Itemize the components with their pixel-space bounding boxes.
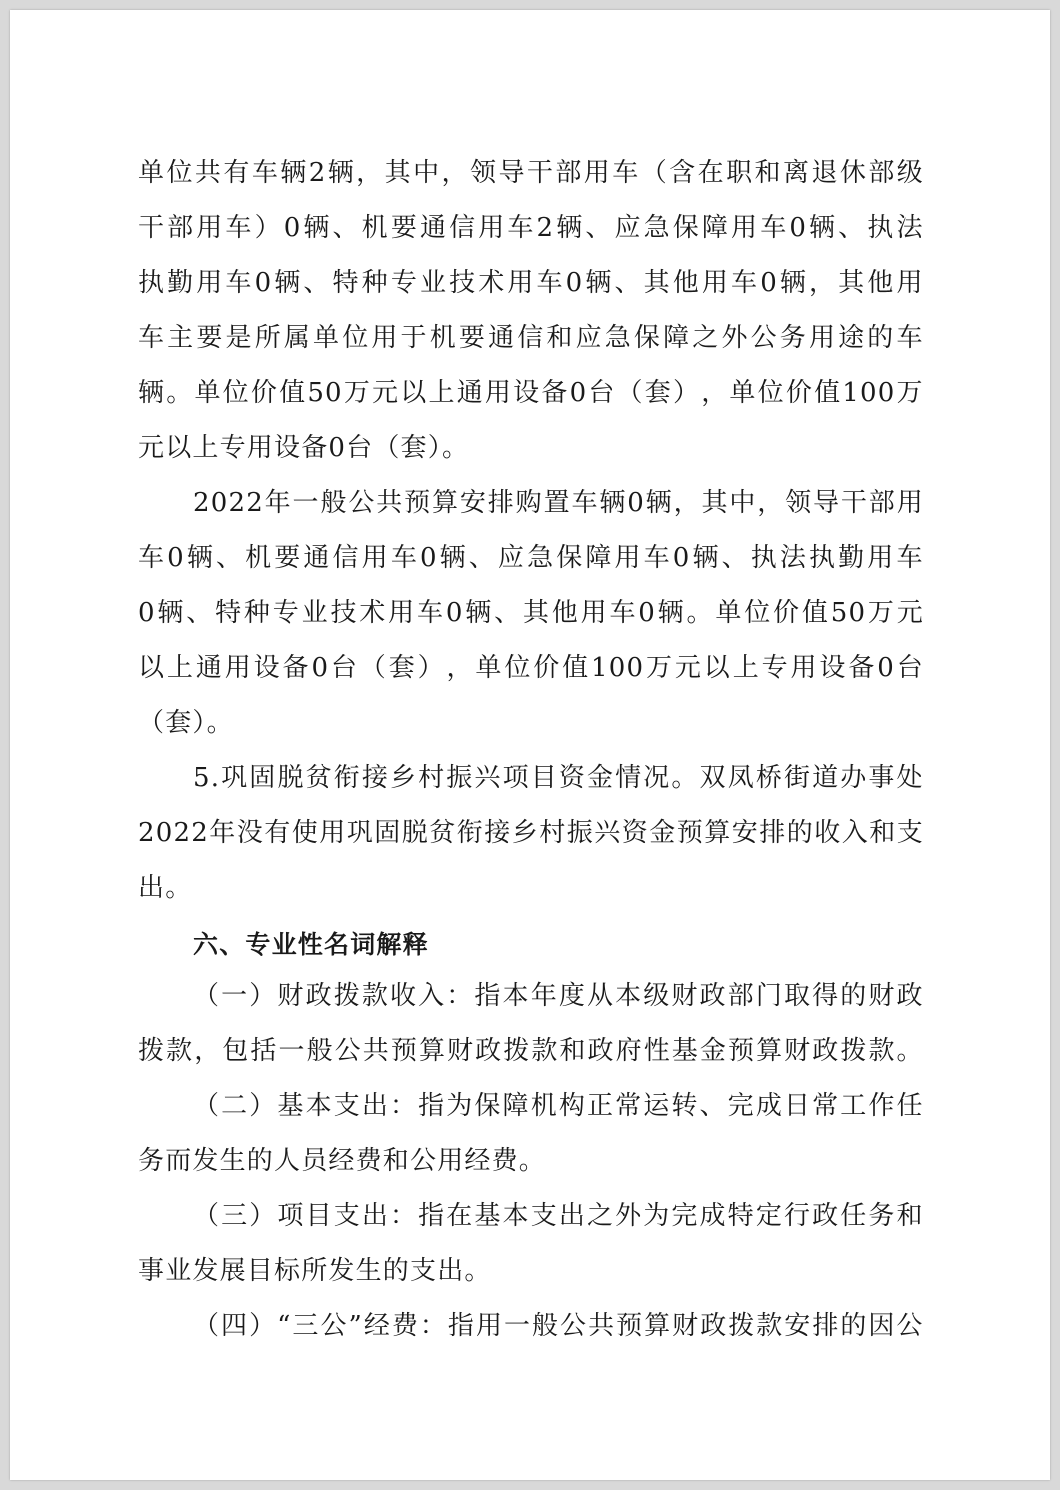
paragraph-first-line: （ 二 ） 基 本 支 出 ： 指 为 保 障 机 构 正 常 运 转 、 完 成 日 常 工 作 任 — [193, 1091, 924, 1121]
paragraph-first-line: （ 三 ） 项 目 支 出 ： 指 在 基 本 支 出 之 外 为 完 成 特 定 行 政 任 务 和 — [193, 1201, 924, 1231]
section-heading: 六、专业性名词解释 — [193, 930, 429, 959]
paragraph-first-line: （ 一 ） 财 政 拨 款 收 入 ： 指 本 年 度 从 本 级 财 政 部 门 取 得 的 财 政 — [193, 981, 924, 1011]
text-line: 车 主 要 是 所 属 单 位 用 于 机 要 通 信 和 应 急 保 障 之 外 公 务 用 途 的 车 — [138, 323, 924, 353]
document-page — [10, 10, 1050, 1480]
paragraph-first-line: 5. 巩 固 脱 贫 衔 接 乡 村 振 兴 项 目 资 金 情 况 。 双 凤 桥 街 道 办 事 处 — [193, 763, 924, 793]
text-line: 车 0 辆 、 机 要 通 信 用 车 0 辆 、 应 急 保 障 用 车 0 辆 、 执 法 执 勤 用 车 — [138, 543, 924, 573]
paragraph-first-line: 2022 年 一 般 公 共 预 算 安 排 购 置 车 辆 0 辆 ， 其 中 ， 领 导 干 部 用 — [193, 488, 924, 518]
text-line: 2022 年 没 有 使 用 巩 固 脱 贫 衔 接 乡 村 振 兴 资 金 预 算 安 排 的 收 入 和 支 — [138, 818, 924, 848]
paragraph-first-line: （ 四 ） “ 三 公 ” 经 费 ： 指 用 一 般 公 共 预 算 财 政 拨 款 安 排 的 因 公 — [193, 1311, 924, 1341]
text-line: 事业发展目标所发生的支出。 — [138, 1256, 492, 1286]
text-line: 出。 — [138, 873, 193, 903]
text-line: 干 部 用 车 ） 0 辆 、 机 要 通 信 用 车 2 辆 、 应 急 保 障 用 车 0 辆 、 执 法 — [138, 213, 924, 243]
text-line: 0 辆 、 特 种 专 业 技 术 用 车 0 辆 、 其 他 用 车 0 辆 。 单 位 价 值 50 万 元 — [138, 598, 924, 628]
text-line: 执 勤 用 车 0 辆 、 特 种 专 业 技 术 用 车 0 辆 、 其 他 用 车 0 辆 ， 其 他 用 — [138, 268, 924, 298]
text-line: 拨 款 ， 包 括 一 般 公 共 预 算 财 政 拨 款 和 政 府 性 基 金 预 算 财 政 拨 款 。 — [138, 1036, 924, 1066]
text-line: 务而发生的人员经费和公用经费。 — [138, 1146, 547, 1176]
text-line: 以 上 通 用 设 备 0 台 （ 套 ） ， 单 位 价 值 100 万 元 以 上 专 用 设 备 0 台 — [138, 653, 924, 683]
text-line: 元以上专用设备0台（套）。 — [138, 433, 470, 463]
text-line: 单 位 共 有 车 辆 2 辆 ， 其 中 ， 领 导 干 部 用 车 （ 含 在 职 和 离 退 休 部 级 — [138, 158, 924, 188]
text-line: （套）。 — [138, 708, 234, 738]
text-line: 辆 。 单 位 价 值 50 万 元 以 上 通 用 设 备 0 台 （ 套 ） ， 单 位 价 值 100 万 — [138, 378, 924, 408]
